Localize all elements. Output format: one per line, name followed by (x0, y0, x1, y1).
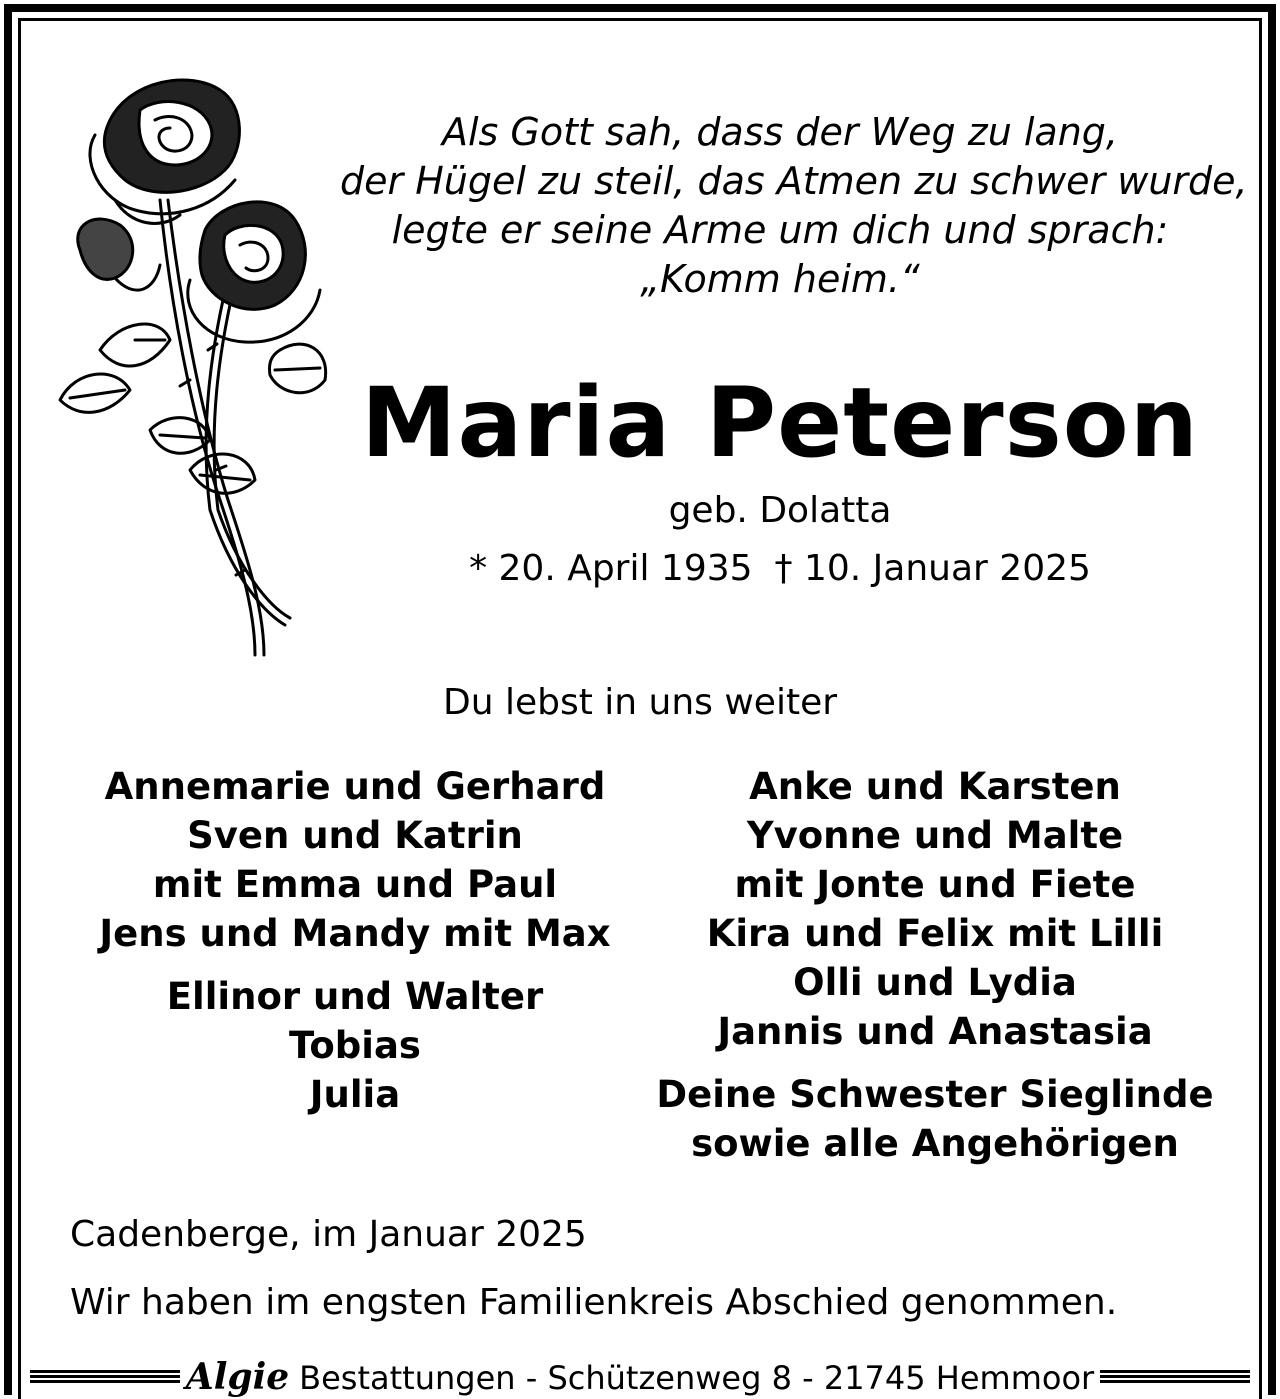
mourner-line: Tobias (289, 1024, 421, 1067)
mourner-line: Jannis und Anastasia (717, 1010, 1153, 1053)
mourners-left-column (60, 762, 650, 1119)
mourner-line: Ellinor und Walter (166, 975, 544, 1018)
footer (0, 1354, 1280, 1399)
quote-line: „Komm heim.“ (640, 257, 920, 301)
quote-line: Als Gott sah, dass der Weg zu lang, (441, 110, 1118, 154)
mourner-line: Sven und Katrin (187, 814, 523, 857)
rose-illustration (40, 50, 340, 670)
birth-name: geb. Dolatta (668, 490, 892, 531)
place-date: Cadenberge, im Januar 2025 (70, 1214, 587, 1255)
death-date: † 10. Januar 2025 (774, 548, 1091, 589)
quote-line: der Hügel zu steil, das Atmen zu schwer wurde, (340, 159, 1248, 203)
footer-content (180, 1356, 1100, 1398)
funeral-home-address: Bestattungen - Schützenweg 8 - 21745 Hemmoor (299, 1358, 1095, 1397)
funeral-home-logo: Algie (185, 1355, 290, 1398)
mourner-line: Annemarie und Gerhard (104, 765, 606, 808)
memorial-quote (340, 108, 1248, 304)
footer-rule-left (30, 1370, 180, 1384)
quote-line: legte er seine Arme um dich und sprach: (391, 208, 1169, 252)
motto: Du lebst in uns weiter (442, 682, 838, 723)
farewell-note: Wir haben im engsten Familienkreis Abschied genommen. (70, 1282, 1118, 1323)
mourner-line: mit Jonte und Fiete (734, 863, 1136, 906)
mourner-line: Kira und Felix mit Lilli (706, 912, 1164, 955)
life-dates (340, 546, 1220, 592)
mourner-line: Yvonne und Malte (746, 814, 1124, 857)
mourner-line: mit Emma und Paul (152, 863, 558, 906)
footer-rule-right (1100, 1370, 1250, 1384)
mourner-line: sowie alle Angehörigen (691, 1122, 1179, 1165)
birth-date: * 20. April 1935 (469, 548, 753, 589)
mourner-line: Jens und Mandy mit Max (99, 912, 611, 955)
mourner-line: Anke und Karsten (749, 765, 1121, 808)
deceased-name: Maria Peterson (360, 367, 1199, 479)
mourner-line: Deine Schwester Sieglinde (656, 1073, 1214, 1116)
mourner-line: Olli und Lydia (793, 961, 1077, 1004)
mourners-right-column (640, 762, 1230, 1168)
mourner-line: Julia (309, 1073, 401, 1116)
